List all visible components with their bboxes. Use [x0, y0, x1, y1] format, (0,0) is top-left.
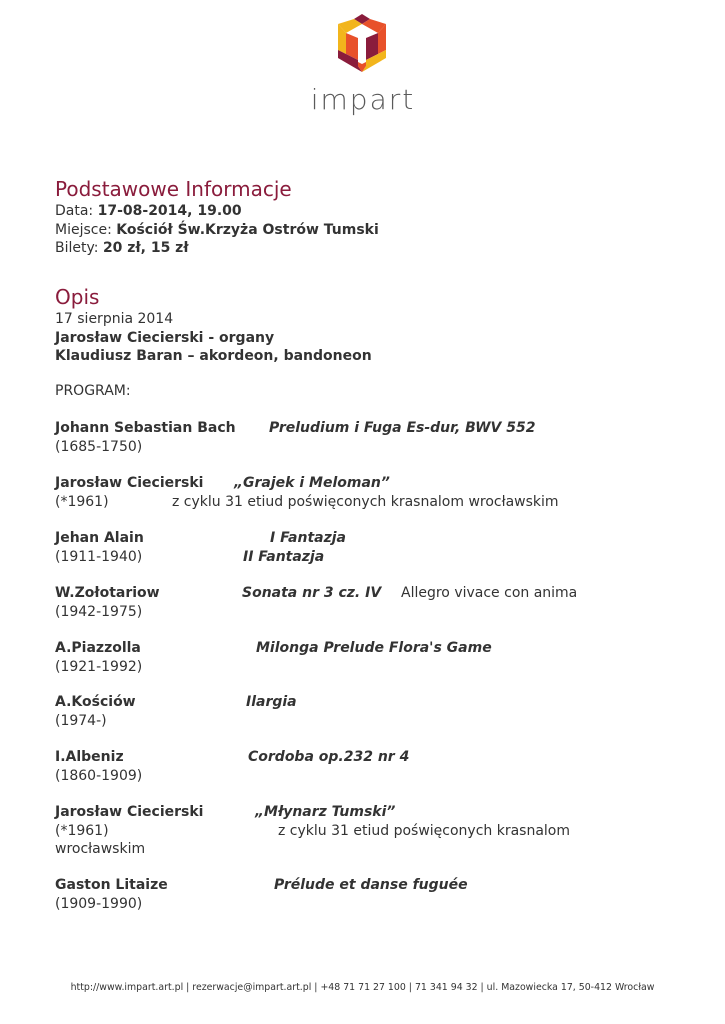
composer-years: (1942-1975)	[55, 603, 143, 620]
place-value: Kościół Św.Krzyża Ostrów Tumski	[116, 221, 379, 238]
composer-name: Jehan Alain	[55, 530, 144, 546]
program-label: PROGRAM:	[55, 383, 131, 399]
work-note: Allegro vivace con anima	[401, 585, 578, 601]
program-item	[55, 876, 468, 913]
work-title: Preludium i Fuga Es-dur, BWV 552	[269, 420, 536, 436]
impart-cube-icon	[334, 14, 390, 74]
program-item	[55, 584, 578, 621]
work-note: z cyklu 31 etiud poświęconych krasnalom	[278, 822, 570, 839]
composer-name: A.Piazzolla	[55, 640, 141, 656]
place-line	[55, 221, 695, 240]
concert-date: 17 sierpnia 2014	[55, 311, 174, 327]
work-title: Milonga Prelude Flora's Game	[256, 640, 492, 656]
program-item	[55, 748, 410, 785]
program-item	[55, 803, 570, 859]
composer-years: (*1961)	[55, 822, 109, 839]
performer-1: Jarosław Ciecierski - organy	[55, 329, 275, 346]
composer-name: A.Kościów	[55, 694, 136, 710]
date-value: 17-08-2014, 19.00	[97, 203, 242, 219]
basic-info-heading: Podstawowe Informacje	[55, 177, 292, 201]
program-item	[55, 474, 559, 511]
footer-contact: http://www.impart.art.pl | rezerwacje@impart.art.pl | +48 71 71 27 100 | 71 341 94 32 | ul. Mazowiecka 17, 50-412 Wrocław	[70, 982, 655, 993]
performer-2: Klaudiusz Baran – akordeon, bandoneon	[55, 348, 372, 364]
description-heading: Opis	[55, 285, 100, 309]
composer-years: (1974-)	[55, 712, 107, 729]
date-label: Data:	[55, 203, 94, 219]
composer-years: (1860-1909)	[55, 767, 143, 784]
composer-years: (1911-1940)	[55, 548, 143, 565]
composer-name: Gaston Litaize	[55, 877, 168, 893]
work-title: Cordoba op.232 nr 4	[248, 749, 410, 765]
place-label: Miejsce:	[55, 221, 112, 238]
work-title: Prélude et danse fuguée	[274, 877, 468, 893]
work-title: I Fantazja	[270, 530, 346, 546]
work-title: „Młynarz Tumski”	[255, 804, 396, 820]
work-title: Ilargia	[246, 694, 297, 710]
composer-years: (1909-1990)	[55, 895, 143, 912]
work-title: Sonata nr 3 cz. IV	[242, 585, 382, 601]
date-line	[55, 202, 695, 221]
logo-wordmark: impart	[310, 83, 416, 116]
composer-name: Jarosław Ciecierski	[55, 804, 204, 820]
program-item	[55, 693, 297, 730]
composer-years: (*1961)	[55, 493, 109, 510]
composer-name: Johann Sebastian Bach	[55, 420, 236, 436]
work-note-continued: wrocławskim	[55, 841, 146, 857]
tickets-label: Bilety:	[55, 240, 99, 256]
tickets-value: 20 zł, 15 zł	[102, 240, 189, 256]
composer-years: (1921-1992)	[55, 658, 143, 675]
composer-name: Jarosław Ciecierski	[55, 475, 204, 491]
program-item	[55, 419, 536, 456]
basic-info-section	[55, 176, 695, 258]
composer-years: (1685-1750)	[55, 438, 143, 455]
tickets-line	[55, 239, 695, 258]
program-item	[55, 529, 346, 566]
work-note: z cyklu 31 etiud poświęconych krasnalom wrocławskim	[172, 493, 559, 510]
program-item	[55, 639, 492, 676]
work-title-2: II Fantazja	[243, 548, 325, 565]
impart-logo[interactable]	[310, 14, 416, 116]
composer-name: W.Zołotariow	[55, 585, 160, 601]
description-section	[55, 284, 372, 366]
composer-name: I.Albeniz	[55, 749, 124, 765]
work-title: „Grajek i Meloman”	[234, 475, 390, 491]
